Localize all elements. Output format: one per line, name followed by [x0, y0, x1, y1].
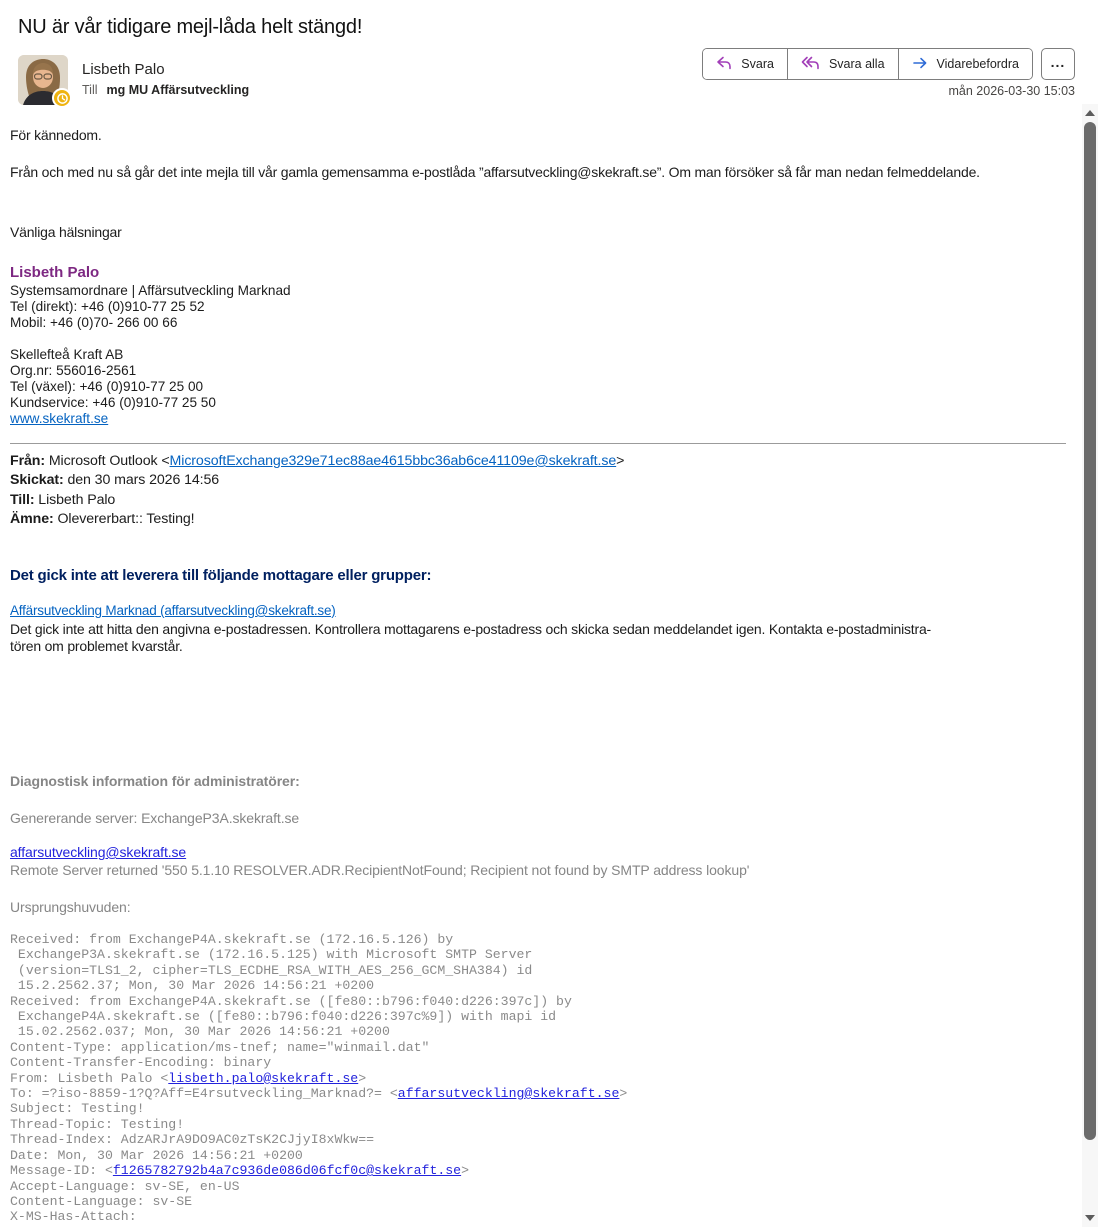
original-headers-block — [10, 932, 627, 1225]
sender-name[interactable]: Lisbeth Palo — [82, 61, 165, 78]
ndr-detail-line1: Det gick inte att hitta den angivna e-postadressen. Kontrollera mottagarens e-postadress och skicka sedan meddelandet igen. Kontakta e-postadministra- — [10, 621, 931, 637]
header-line: X-MS-Has-Attach: — [10, 1209, 137, 1225]
reply-button[interactable] — [703, 49, 788, 79]
text-line: Tel (växel): +46 (0)910-77 25 00 — [10, 379, 204, 394]
header-line: From: Lisbeth Palo <lisbeth.palo@skekraft.se> — [10, 1070, 367, 1086]
header-line: To: =?iso-8859-1?Q?Aff=E4rsutveckling_Marknad?= <affarsutveckling@skekraft.se> — [10, 1086, 628, 1102]
email-link[interactable]: MicrosoftExchange329e71ec88ae4615bbc36ab6ce41109e@skekraft.se — [169, 453, 617, 469]
header-line: Subject: Testing! — [10, 1101, 145, 1117]
more-actions-button[interactable] — [1041, 48, 1075, 80]
scroll-down-arrow-icon[interactable] — [1082, 1211, 1098, 1225]
diagnostics-headers-label: Ursprungshuvuden: — [10, 899, 131, 915]
header-line: Content-Language: sv-SE — [10, 1193, 193, 1209]
message-subject: NU är vår tidigare mejl-låda helt stängd! — [18, 16, 363, 38]
header-line: (version=TLS1_2, cipher=TLS_ECDHE_RSA_WITH_AES_256_GCM_SHA384) id — [10, 962, 533, 978]
quoted-header-line: Ämne: Olevererbart:: Testing! — [10, 510, 195, 527]
quoted-header-line: Från: Microsoft Outlook <MicrosoftExchange329e71ec88ae4615bbc36ab6ce41109e@skekraft.se> — [10, 453, 625, 469]
body-main-paragraph: Från och med nu så går det inte mejla till vår gamla gemensamma e-postlåda ”affarsutveckling@skekraft.se”. Om man försöker så får man nedan felmeddelande. — [10, 164, 980, 180]
diagnostics-recipient-link[interactable]: affarsutveckling@skekraft.se — [10, 844, 187, 860]
more-icon: ... — [1050, 53, 1066, 70]
recipient-row — [82, 83, 249, 97]
scrollbar-thumb[interactable] — [1084, 122, 1096, 1140]
email-link[interactable]: affarsutveckling@skekraft.se — [397, 1086, 620, 1102]
received-datetime: mån 2026-03-30 15:03 — [948, 84, 1075, 98]
text-line: Mobil: +46 (0)70- 266 00 66 — [10, 315, 178, 330]
text-line: Tel (direkt): +46 (0)910-77 25 52 — [10, 299, 205, 314]
to-label: Till — [82, 83, 98, 97]
text-line: Org.nr: 556016-2561 — [10, 363, 137, 378]
header-line: Received: from ExchangeP4A.skekraft.se ([fe80::b796:f040:d226:397c]) by — [10, 993, 572, 1009]
header-line: Content-Transfer-Encoding: binary — [10, 1055, 272, 1071]
message-body — [10, 104, 1070, 1227]
recipient-name[interactable]: mg MU Affärsutveckling — [106, 83, 250, 97]
message-toolbar — [702, 48, 1075, 80]
header-line: 15.02.2562.037; Mon, 30 Mar 2026 14:56:21 +0200 — [10, 1024, 390, 1040]
reply-all-button-label: Svara alla — [828, 57, 885, 71]
reply-button-group — [702, 48, 1033, 80]
reply-icon — [716, 56, 732, 73]
forward-icon — [912, 56, 928, 73]
text-line: Skellefteå Kraft AB — [10, 347, 124, 362]
header-line: Date: Mon, 30 Mar 2026 14:56:21 +0200 — [10, 1147, 303, 1163]
text-line: Systemsamordnare | Affärsutveckling Marknad — [10, 283, 291, 298]
header-line: ExchangeP4A.skekraft.se ([fe80::b796:f040:d226:397c%9]) with mapi id — [10, 1009, 557, 1025]
ndr-detail-line2: tören om problemet kvarstår. — [10, 638, 183, 655]
reply-all-icon — [801, 56, 820, 73]
header-line: Content-Type: application/ms-tnef; name="winmail.dat" — [10, 1039, 430, 1055]
divider — [10, 443, 1066, 444]
scroll-up-arrow-icon[interactable] — [1082, 106, 1098, 120]
signature-name: Lisbeth Palo — [10, 264, 100, 281]
header-line: Accept-Language: sv-SE, en-US — [10, 1178, 240, 1194]
quoted-header-line: Till: Lisbeth Palo — [10, 491, 116, 508]
ndr-heading: Det gick inte att leverera till följande mottagare eller grupper: — [10, 567, 432, 584]
header-line: Received: from ExchangeP4A.skekraft.se (172.16.5.126) by — [10, 932, 454, 947]
email-link[interactable]: f1265782792b4a7c936de086d06fcf0c@skekraft.se — [112, 1163, 462, 1179]
header-line: ExchangeP3A.skekraft.se (172.16.5.125) with Microsoft SMTP Server — [10, 947, 533, 963]
diagnostics-error-line: Remote Server returned '550 5.1.10 RESOLVER.ADR.RecipientNotFound; Recipient not found by SMTP address lookup' — [10, 862, 750, 878]
reply-all-button[interactable] — [788, 49, 899, 79]
signature-website-link[interactable]: www.skekraft.se — [10, 411, 109, 426]
header-line: Thread-Index: AdzARJrA9DO9AC0zTsK2CJjyI8xWkw== — [10, 1132, 375, 1148]
body-closing: Vänliga hälsningar — [10, 224, 122, 240]
diagnostics-server-line: Genererande server: ExchangeP3A.skekraft.se — [10, 810, 300, 826]
forward-button-label: Vidarebefordra — [936, 57, 1019, 71]
forward-button[interactable] — [899, 49, 1032, 79]
header-line: Thread-Topic: Testing! — [10, 1116, 185, 1132]
quoted-header-line: Skickat: den 30 mars 2026 14:56 — [10, 472, 220, 489]
body-intro: För kännedom. — [10, 127, 102, 143]
signature-block-1 — [10, 283, 291, 331]
email-link[interactable]: lisbeth.palo@skekraft.se — [168, 1070, 359, 1086]
signature-block-2 — [10, 347, 216, 411]
diagnostics-heading: Diagnostisk information för administratörer: — [10, 773, 300, 789]
quoted-headers-block — [10, 452, 624, 529]
ndr-detail — [10, 621, 931, 656]
ndr-recipient-link[interactable]: Affärsutveckling Marknad (affarsutveckling@skekraft.se) — [10, 603, 336, 618]
clock-status-badge-icon — [52, 88, 72, 108]
header-line: Message-ID: <f1265782792b4a7c936de086d06fcf0c@skekraft.se> — [10, 1163, 470, 1179]
message-header — [0, 0, 1098, 104]
reply-button-label: Svara — [741, 57, 774, 71]
text-line: Kundservice: +46 (0)910-77 25 50 — [10, 395, 216, 410]
vertical-scrollbar[interactable] — [1082, 104, 1098, 1227]
header-line: 15.2.2562.37; Mon, 30 Mar 2026 14:56:21 +0200 — [10, 978, 375, 994]
